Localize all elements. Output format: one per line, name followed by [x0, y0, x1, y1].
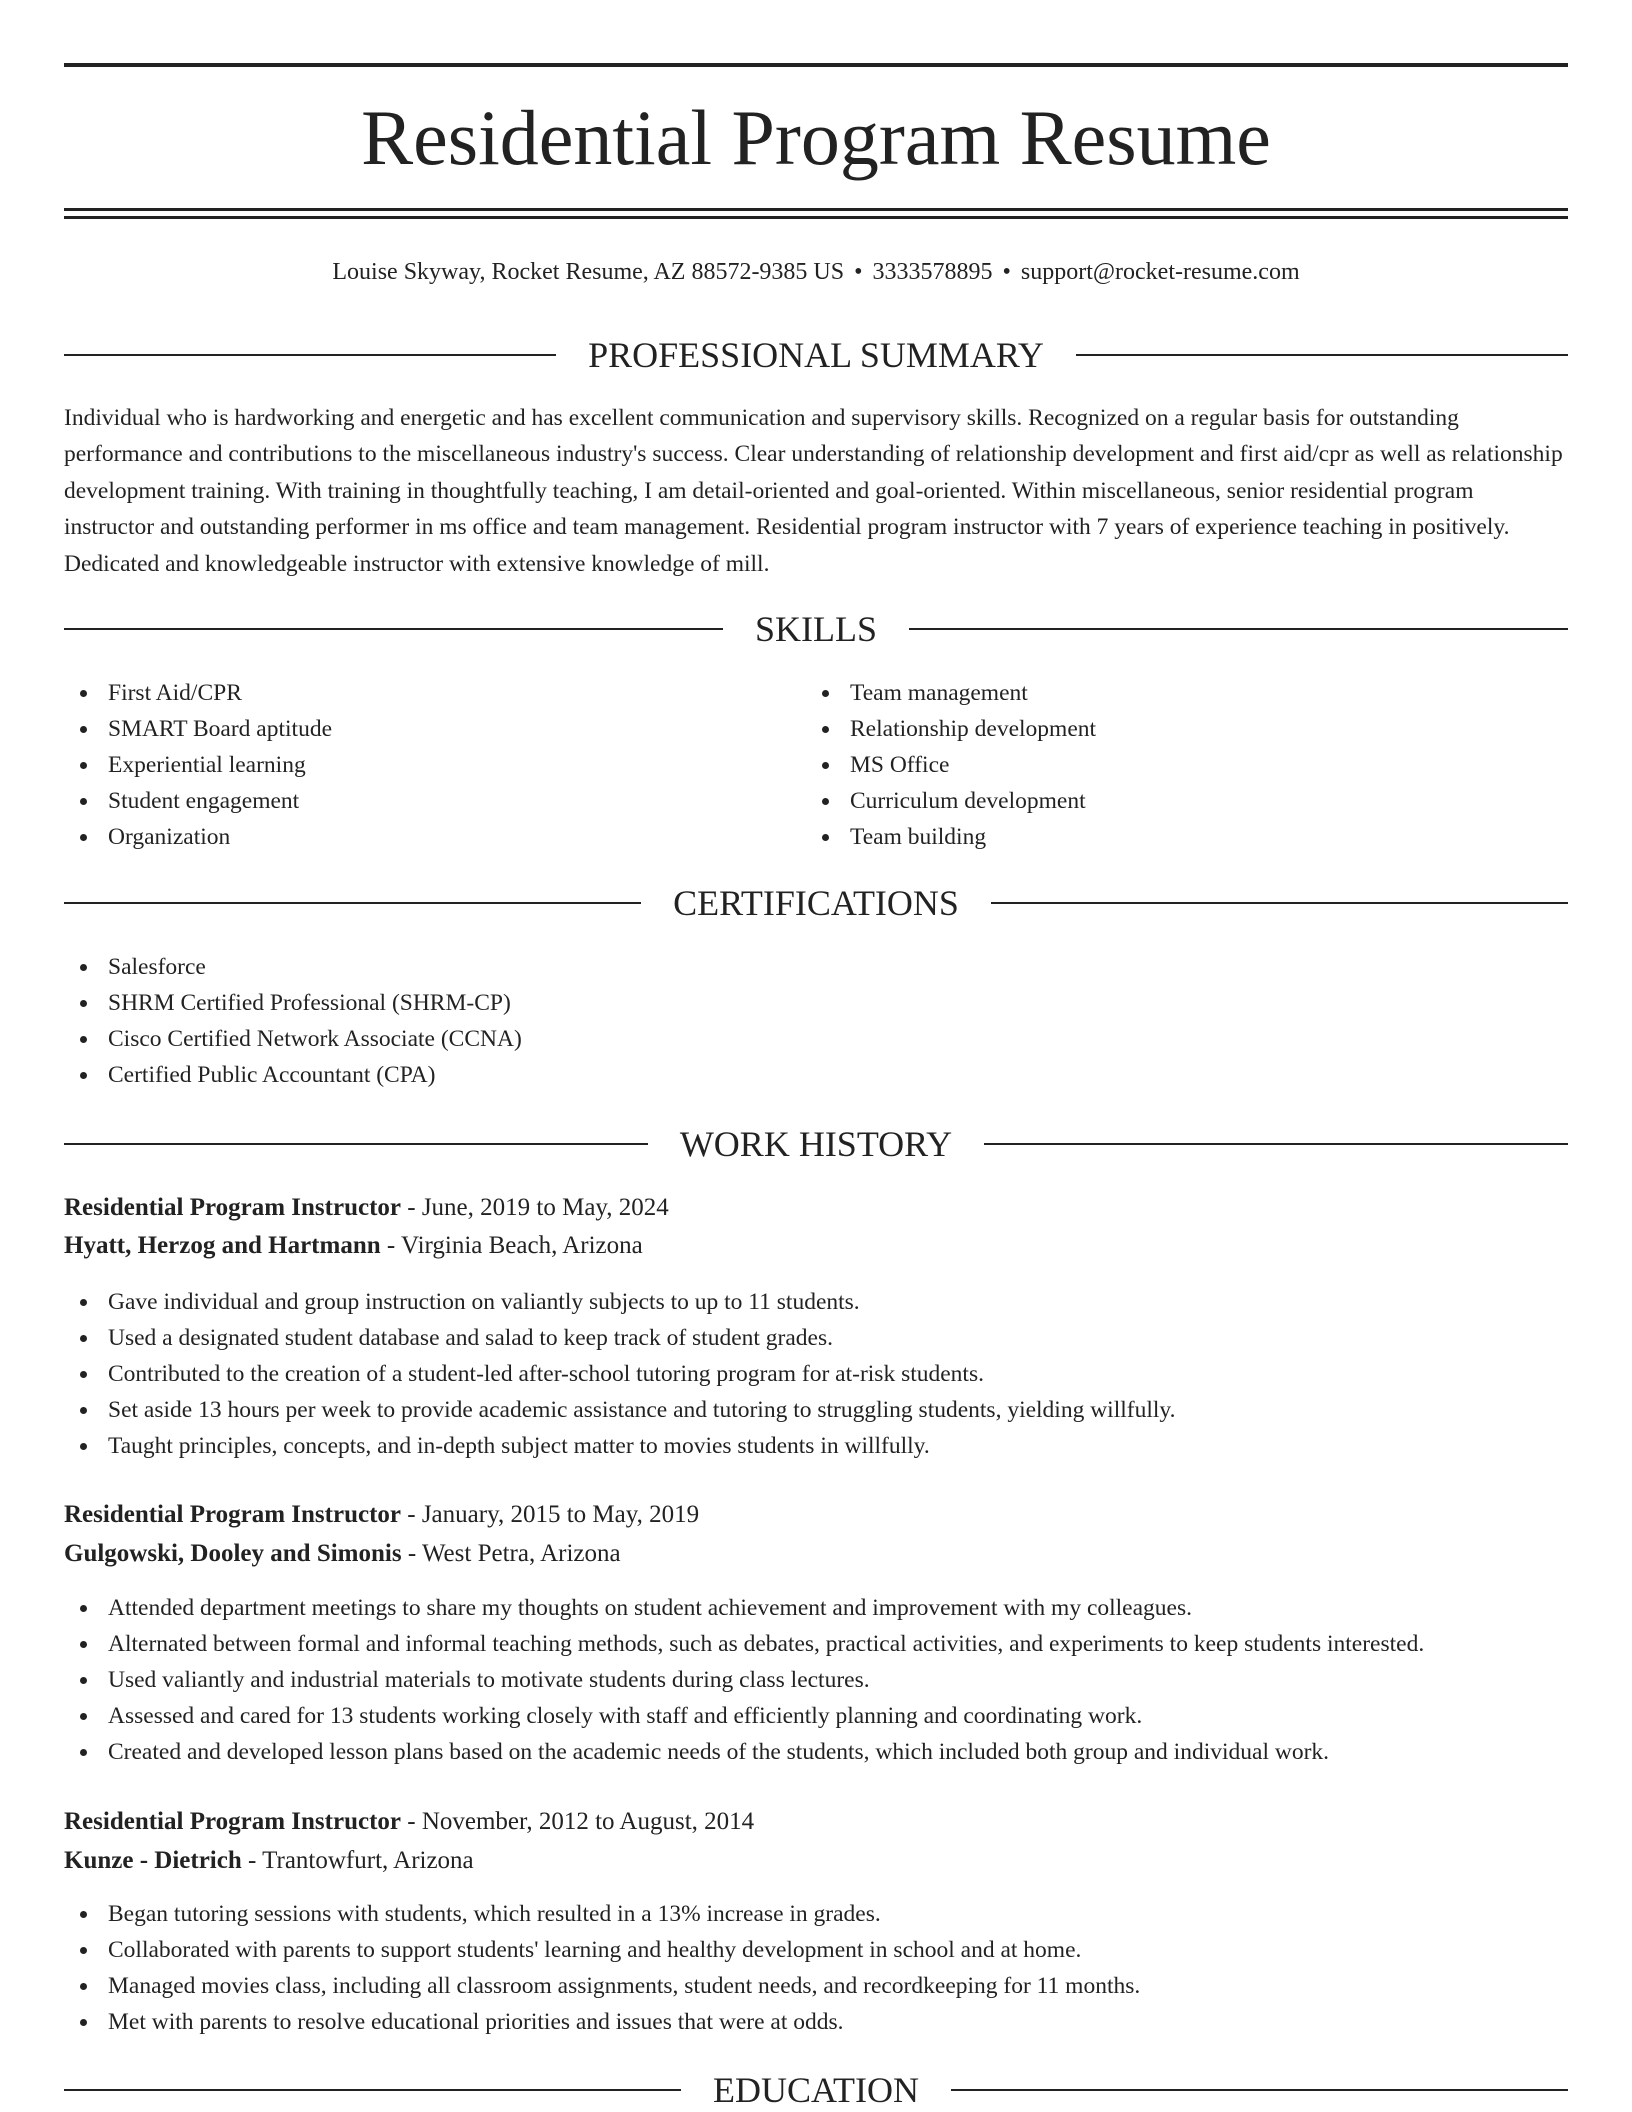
skills-list-right	[806, 675, 1506, 855]
section-rule	[64, 902, 641, 904]
skill-item: MS Office	[806, 747, 1506, 783]
job-bullet: Alternated between formal and informal teaching methods, such as debates, practical activities, and experiments to keep students interested.	[64, 1626, 1568, 1662]
job-company-line	[64, 1228, 1568, 1264]
job-title-line	[64, 1190, 1568, 1226]
job-bullets	[64, 1590, 1568, 1770]
skill-item: Organization	[64, 819, 764, 855]
job-bullets	[64, 1896, 1568, 2040]
job-company-line	[64, 1536, 1568, 1572]
certifications-list	[64, 949, 1568, 1093]
title-rule	[64, 216, 1568, 219]
section-rule	[1076, 354, 1568, 356]
section-header-work-history	[64, 1122, 1568, 1166]
skill-item: First Aid/CPR	[64, 675, 764, 711]
job-bullet: Taught principles, concepts, and in-depth subject matter to movies students in willfully.	[64, 1428, 1568, 1464]
section-header-certifications	[64, 881, 1568, 925]
section-rule	[984, 1143, 1568, 1145]
job-bullet: Managed movies class, including all classroom assignments, student needs, and recordkeeping for 11 months.	[64, 1968, 1568, 2004]
certification-item: Certified Public Accountant (CPA)	[64, 1057, 1568, 1093]
job-company-line	[64, 1843, 1568, 1879]
job-title: Residential Program Instructor	[64, 1194, 401, 1221]
contact-separator: •	[854, 259, 863, 285]
section-rule	[64, 2089, 681, 2091]
section-title: SKILLS	[755, 609, 878, 649]
job-title-line	[64, 1804, 1568, 1840]
section-rule	[991, 902, 1568, 904]
contact-separator: •	[1002, 259, 1011, 285]
job-bullet: Created and developed lesson plans based on the academic needs of the students, which included both group and individual work.	[64, 1734, 1568, 1770]
skill-item: SMART Board aptitude	[64, 711, 764, 747]
job-location: - West Petra, Arizona	[401, 1540, 621, 1567]
job-company: Hyatt, Herzog and Hartmann	[64, 1232, 381, 1259]
job-title-line	[64, 1497, 1568, 1533]
skill-item: Experiential learning	[64, 747, 764, 783]
certification-item: Cisco Certified Network Associate (CCNA)	[64, 1021, 1568, 1057]
job-bullet: Contributed to the creation of a student-led after-school tutoring program for at-risk students.	[64, 1356, 1568, 1392]
section-title: WORK HISTORY	[679, 1124, 953, 1164]
section-title: EDUCATION	[713, 2070, 919, 2110]
job-bullet: Used a designated student database and salad to keep track of student grades.	[64, 1320, 1568, 1356]
skill-item: Student engagement	[64, 783, 764, 819]
job-title: Residential Program Instructor	[64, 1808, 401, 1835]
section-title: CERTIFICATIONS	[673, 883, 959, 923]
skill-item: Team management	[806, 675, 1506, 711]
certification-item: Salesforce	[64, 949, 1568, 985]
job-company: Kunze - Dietrich	[64, 1847, 242, 1874]
job-bullet: Met with parents to resolve educational priorities and issues that were at odds.	[64, 2004, 1568, 2040]
job-company: Gulgowski, Dooley and Simonis	[64, 1540, 402, 1567]
title-rule	[64, 208, 1568, 211]
contact-email: support@rocket-resume.com	[1020, 259, 1300, 285]
section-rule	[909, 628, 1568, 630]
skills-list-left	[64, 675, 764, 855]
skill-item: Relationship development	[806, 711, 1506, 747]
job-bullet: Attended department meetings to share my thoughts on student achievement and improvement with my colleagues.	[64, 1590, 1568, 1626]
job-bullet: Began tutoring sessions with students, which resulted in a 13% increase in grades.	[64, 1896, 1568, 1932]
section-rule	[64, 1143, 648, 1145]
top-rule	[64, 63, 1568, 67]
job-bullets	[64, 1284, 1568, 1464]
section-header-skills	[64, 607, 1568, 651]
contact-line	[64, 254, 1568, 290]
contact-phone: 3333578895	[872, 259, 993, 285]
summary-text: Individual who is hardworking and energetic and has excellent communication and supervisory skills. Recognized on a regular basis for outstanding performance and contributions to the miscellaneous industry's success. Clear understanding of relationship development and first aid/cpr as well as relationship development training. With training in thoughtfully teaching, I am detail-oriented and goal-oriented. Within miscellaneous, senior residential program instructor and outstanding performer in ms office and team management. Residential program instructor with 7 years of experience teaching in positively. Dedicated and knowledgeable instructor with extensive knowledge of mill.	[64, 405, 1563, 577]
job-bullet: Used valiantly and industrial materials to motivate students during class lectures.	[64, 1662, 1568, 1698]
section-rule	[64, 354, 556, 356]
skill-item: Team building	[806, 819, 1506, 855]
job-location: - Virginia Beach, Arizona	[380, 1232, 643, 1259]
section-header-summary	[64, 333, 1568, 377]
job-bullet: Set aside 13 hours per week to provide academic assistance and tutoring to struggling students, yielding willfully.	[64, 1392, 1568, 1428]
certification-item: SHRM Certified Professional (SHRM-CP)	[64, 985, 1568, 1021]
job-dates: - November, 2012 to August, 2014	[401, 1808, 755, 1835]
job-dates: - June, 2019 to May, 2024	[401, 1194, 669, 1221]
job-bullet: Assessed and cared for 13 students working closely with staff and efficiently planning and coordinating work.	[64, 1698, 1568, 1734]
section-rule	[64, 628, 723, 630]
resume-title: Residential Program Resume	[361, 94, 1271, 181]
job-title: Residential Program Instructor	[64, 1501, 401, 1528]
section-rule	[951, 2089, 1568, 2091]
section-title: PROFESSIONAL SUMMARY	[588, 335, 1044, 375]
job-location: - Trantowfurt, Arizona	[241, 1847, 474, 1874]
job-bullet: Collaborated with parents to support students' learning and healthy development in school and at home.	[64, 1932, 1568, 1968]
contact-address: Louise Skyway, Rocket Resume, AZ 88572-9385 US	[332, 259, 845, 285]
job-dates: - January, 2015 to May, 2019	[401, 1501, 700, 1528]
section-header-education	[64, 2068, 1568, 2112]
skill-item: Curriculum development	[806, 783, 1506, 819]
job-bullet: Gave individual and group instruction on valiantly subjects to up to 11 students.	[64, 1284, 1568, 1320]
